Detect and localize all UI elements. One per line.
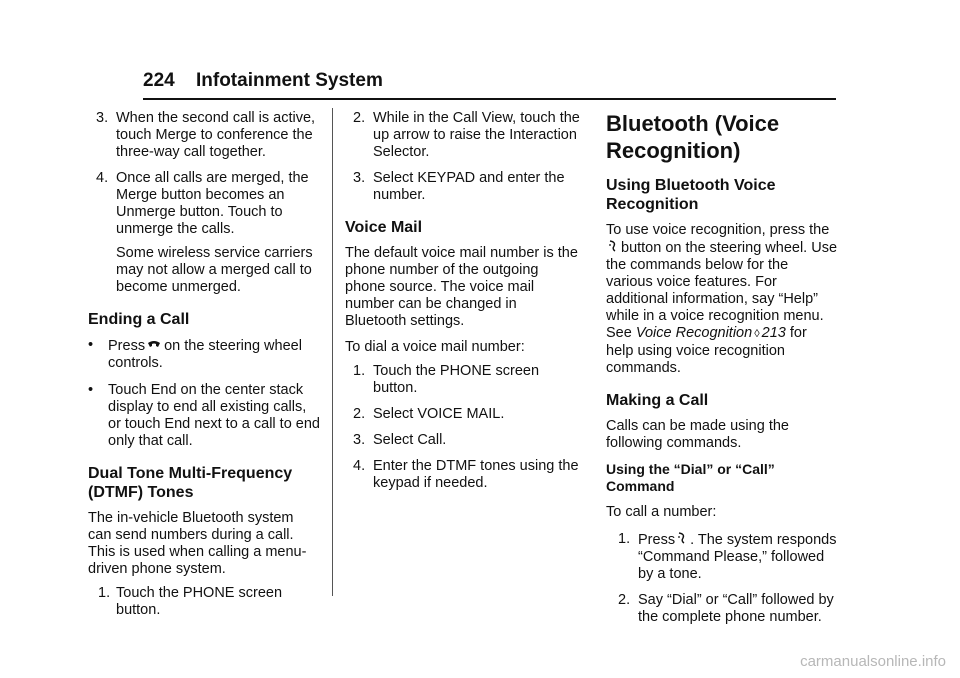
dtmf-paragraph: The in-vehicle Bluetooth system can send numbers during a call. This is used when calling a menu-driven phone system.	[88, 510, 307, 577]
list-item: 2. Select VOICE MAIL.	[353, 406, 505, 422]
voice-mail-steps	[345, 363, 580, 492]
reference-page[interactable]: 213	[761, 325, 786, 341]
voice-command-icon	[608, 239, 618, 256]
bluetooth-voice-heading: Bluetooth (Voice Recognition)	[606, 111, 780, 163]
list-item: 2. While in the Call View, touch the up arrow to raise the Interaction Selector.	[353, 110, 580, 160]
list-item: 3. Select KEYPAD and enter the number.	[353, 170, 565, 203]
dial-intro: To call a number:	[606, 504, 717, 520]
page-reference-icon: ◊	[754, 328, 760, 340]
page-header	[143, 72, 383, 89]
list-item: 4. Once all calls are merged, the Merge button becomes an Unmerge button. Touch to unmerge the calls.	[96, 170, 309, 237]
making-call-paragraph: Calls can be made using the following commands.	[606, 418, 789, 451]
list-item: 1. Press . The system responds “Command Please,” followed by a tone.	[618, 531, 837, 582]
voice-mail-heading: Voice Mail	[345, 219, 423, 236]
column-1	[88, 110, 320, 619]
dtmf-heading: Dual Tone Multi-Frequency (DTMF) Tones	[88, 465, 293, 501]
page-number: 224	[143, 70, 175, 91]
list-item: 1. Touch the PHONE screen button.	[353, 363, 540, 396]
voice-mail-paragraph: The default voice mail number is the phone number of the outgoing phone source. The voice mail number can be changed in Bluetooth settings.	[345, 245, 578, 329]
note-text: Some wireless service carriers may not allow a merged call to become unmerged.	[116, 245, 313, 295]
section-title: Infotainment System	[195, 70, 383, 91]
list-item: 2. Say “Dial” or “Call” followed by the complete phone number.	[618, 592, 834, 625]
dial-command-heading: Using the “Dial” or “Call” Command	[606, 461, 775, 494]
bullet-item: • Press on the steering wheel controls.	[88, 337, 302, 371]
list-item: 3. Select Call.	[353, 432, 447, 448]
list-item: 1. Touch the PHONE screen button.	[98, 585, 283, 618]
voice-command-icon	[677, 531, 687, 548]
watermark: carmanualsonline.info	[800, 653, 946, 670]
making-call-heading: Making a Call	[606, 392, 709, 409]
ending-call-heading: Ending a Call	[88, 311, 190, 328]
column-2	[345, 110, 580, 492]
bullet-item: • Touch End on the center stack display to end all existing calls, or touch End next to a call to end only that call.	[88, 382, 320, 449]
using-voice-heading: Using Bluetooth Voice Recognition	[606, 177, 776, 213]
list-item: 3. When the second call is active, touch Merge to conference the three-way call together.	[96, 110, 316, 160]
column-3	[606, 110, 838, 626]
using-voice-paragraph: To use voice recognition, press the button on the steering wheel. Use the commands below for the various voice features. For additional information, say “Help” while in a voice recognition menu. See Voice Recognition ◊ 213 for help using voice recognition commands.	[606, 222, 838, 376]
header-rule	[143, 98, 836, 100]
list-item: 4. Enter the DTMF tones using the keypad if needed.	[353, 458, 579, 491]
reference-title[interactable]: Voice Recognition	[635, 325, 753, 341]
call-end-icon	[147, 337, 161, 354]
column-divider	[332, 108, 333, 596]
voice-mail-intro: To dial a voice mail number:	[345, 339, 525, 355]
